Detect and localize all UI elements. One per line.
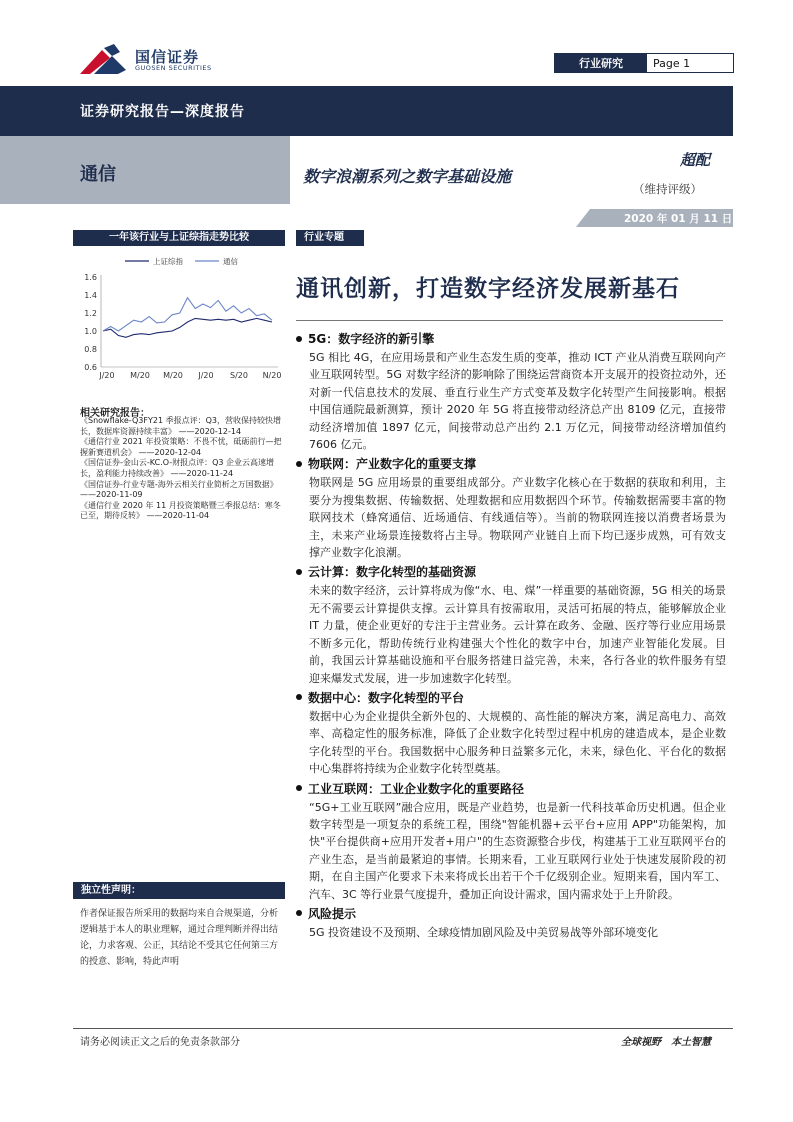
logo-text-cn: 国信证券	[135, 48, 200, 66]
section-title: 风险提示	[296, 905, 726, 924]
trend-chart	[73, 249, 285, 389]
section-datacenter	[296, 689, 726, 778]
y-tick-label: 1.6	[84, 273, 97, 282]
section-title: 云计算：数字化转型的基础资源	[296, 563, 726, 582]
bullet-icon	[296, 785, 302, 791]
bullet-icon	[296, 910, 302, 916]
x-tick-label: M/20	[163, 371, 183, 380]
y-tick-label: 0.6	[84, 363, 97, 372]
rating: 超配	[680, 151, 711, 169]
section-body: 5G 投资建设不及预期、全球疫情加剧风险及中美贸易战等外部环境变化	[309, 925, 659, 939]
section-cloud	[296, 563, 726, 686]
section-risk	[296, 905, 726, 941]
section-body: 5G 相比 4G，在应用场景和产业生态发生质的变革，推动 ICT 产业从消费互联网向产业互联网转型。5G 对数字经济的影响除了围绕运营商资本开支展开的投资拉动外，还对新一代信息技术的发展、垂直行业生产方式变革及数字化转型产生间接影响。根据中国信通院最新测算，预计 2020 年 5G 将直接带动经济总产出 8109 亿元，直接带动经济增加值 1897 亿元，间接带动总产出约 2.1 万亿元，间接带动经济增加值约 7606 亿元。	[309, 351, 726, 452]
x-tick-label: N/20	[262, 371, 282, 380]
report-type: 证券研究报告—深度报告	[80, 104, 245, 120]
related-report[interactable]: 《国信证券-行业专题-海外云相关行业简析之万国数据》 ——2020-11-09	[80, 479, 278, 500]
bullet-icon	[296, 694, 302, 700]
related-report[interactable]: 《通信行业 2020 年 11 月投资策略暨三季报总结：寒冬已至，期待反转》 ——2020-11-04	[80, 500, 281, 521]
series-line-telecom	[103, 298, 272, 331]
series-line-shanghai-index	[103, 318, 272, 337]
report-title: 数字浪潮系列之数字基础设施	[303, 167, 512, 186]
x-tick-label: S/20	[230, 371, 248, 380]
section-title: 工业互联网：工业企业数字化的重要路径	[296, 780, 726, 799]
y-tick-label: 1.4	[84, 291, 97, 300]
related-report[interactable]: 《Snowflake-Q3FY21 季报点评：Q3，营收保持较快增长，数据库资源持续丰富》 ——2020-12-14	[80, 416, 281, 436]
x-tick-label: J/20	[99, 371, 115, 380]
section-title: 5G：数字经济的新引擎	[296, 330, 726, 349]
slogan: 全球视野 本土智慧	[621, 1037, 711, 1048]
section-title: 物联网：产业数字化的重要支撑	[296, 455, 726, 474]
section-body: “5G+工业互联网”融合应用，既是产业趋势，也是新一代科技革命历史机遇。但企业数字转型是一项复杂的系统工程，围绕"智能机器+云平台+应用 APP"功能架构，加快"平台提供商+应用开发者+用户"的生态资源整合步伐，构建基于工业互联网平台的产业生态，是当前最紧迫的事情。长期来看，工业互联网行业处于快速发展阶段的初期，在自主国产化要求下未来将成长出若干个千亿级别企业。短期来看，国内军工、汽车、3C 等行业景气度提升，叠加正向设计需求，国内需求处于上升阶段。	[309, 800, 726, 901]
footer-divider	[73, 1028, 733, 1029]
sector-name: 通信	[80, 164, 116, 185]
x-tick-label: J/20	[198, 371, 214, 380]
y-tick-label: 0.8	[84, 345, 97, 354]
headline-divider	[296, 320, 723, 321]
related-report[interactable]: 《国信证券-金山云-KC.O-财报点评：Q3 企业云高速增长，盈利能力持续改善》 ——2020-11-24	[80, 458, 275, 478]
page-tag	[554, 53, 734, 73]
bullet-icon	[296, 461, 302, 467]
x-tick-label: M/20	[130, 371, 150, 380]
related-report[interactable]: 《通信行业 2021 年投资策略：不畏不忧，砥砺前行—把握新赛道机会》 ——2020-12-04	[80, 437, 282, 457]
related-reports-list	[80, 416, 285, 522]
independence-title: 独立性声明：	[73, 882, 285, 899]
main-content	[296, 330, 726, 943]
section-title: 数据中心：数字化转型的平台	[296, 689, 726, 708]
trend-chart-title: 一年该行业与上证综指走势比较	[73, 230, 285, 246]
section-5g	[296, 330, 726, 453]
y-tick-label: 1.2	[84, 309, 97, 318]
section-body: 未来的数字经济，云计算将成为像“水、电、煤”一样重要的基础资源，5G 相关的场景无不需要云计算提供支撑。云计算具有按需取用，灵活可拓展的特点，能够解放企业 IT 力量，使企业更好的专注于主营业务。云计算在政务、金融、医疗等行业应用场景不断多元化，帮助传统行业构建强大个性化的数字中台，加速产业智能化发展。目前，我国云计算基础设施和平台服务搭建日益完善，未来，各行各业的软件服务有望迎来爆发式发展，进一步加速数字化转型。	[309, 584, 726, 685]
logo-text-en: GUOSEN SECURITIES	[135, 64, 212, 72]
tag-page: Page 1	[653, 56, 691, 70]
related-reports-title: 相关研究报告：	[80, 408, 150, 419]
sector-box	[0, 136, 290, 204]
bullet-icon	[296, 569, 302, 575]
section-body: 物联网是 5G 应用场景的重要组成部分。产业数字化核心在于数据的获取和利用，主要分为搜集数据、传输数据、处理数据和应用数据四个环节。传输数据需要丰富的物联网技术（蜂窝通信、近场通信、有线通信等）。当前的物联网连接以消费者场景为主，未来产业场景连接数将占主导。物联网产业链自上而下均已逐步成熟，可有效支撑产业数字化浪潮。	[309, 476, 726, 560]
rating-sub: （维持评级）	[633, 182, 702, 196]
report-date: 2020 年 01 月 11 日	[624, 213, 733, 225]
guosen-logo-icon	[80, 44, 132, 76]
section-body: 数据中心为企业提供全新外包的、大规模的、高性能的解决方案，满足高电力、高效率、高稳定性的服务标准，降低了企业数字化转型过程中机房的建造成本，是企业数字化转型的平台。我国数据中心服务种日益繁多元化，未来，绿色化、平台化的数据中心集群将持续为企业数字化转型奠基。	[309, 709, 726, 776]
disclaimer-note: 请务必阅读正文之后的免责条款部分	[80, 1037, 240, 1048]
section-industrial-internet	[296, 780, 726, 903]
legend-label: 上证综指	[153, 257, 183, 266]
y-tick-label: 1.0	[84, 327, 97, 336]
headline: 通讯创新，打造数字经济发展新基石	[296, 276, 680, 302]
bullet-icon	[296, 336, 302, 342]
legend-label: 通信	[223, 257, 238, 266]
tag-category: 行业研究	[555, 54, 647, 72]
section-iot	[296, 455, 726, 561]
independence-text: 作者保证报告所采用的数据均来自合规渠道，分析逻辑基于本人的职业理解，通过合理判断并得出结论，力求客观、公正，其结论不受其它任何第三方的授意、影响，特此声明	[80, 909, 279, 967]
topic-tag: 行业专题	[296, 230, 364, 246]
